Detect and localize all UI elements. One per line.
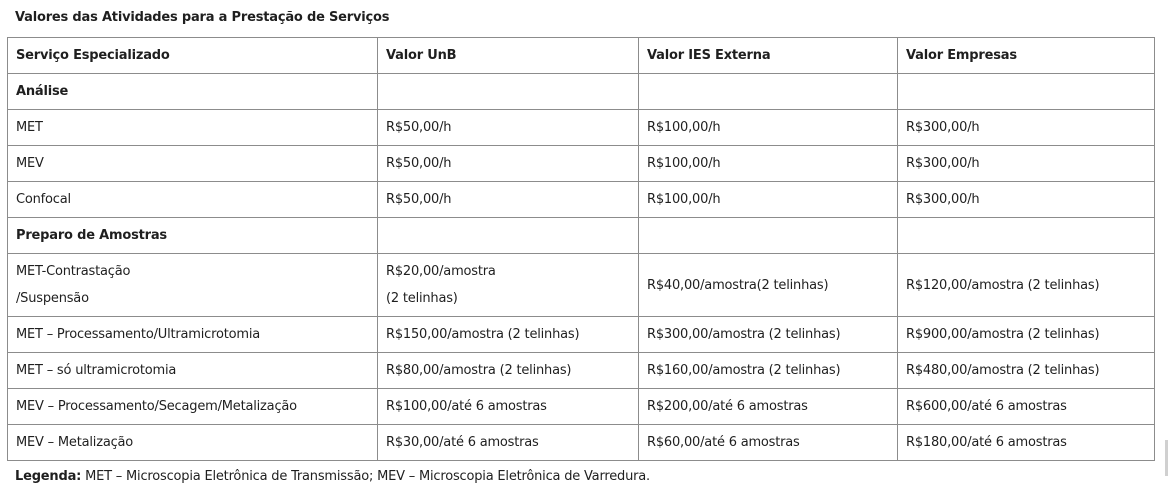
cell-unb: R$30,00/até 6 amostras [378,425,639,461]
cell-ies [639,218,898,254]
cell-service: MEV [8,146,378,182]
cell-service: MET [8,110,378,146]
cell-companies: R$180,00/até 6 amostras [898,425,1155,461]
table-row [8,254,1155,317]
cell-companies: R$300,00/h [898,182,1155,218]
cell-unb: R$50,00/h [378,182,639,218]
cell-ies: R$40,00/amostra(2 telinhas) [639,254,898,317]
cell-ies: R$300,00/amostra (2 telinhas) [639,317,898,353]
cell-ies: R$100,00/h [639,182,898,218]
table-header-row [8,38,1155,74]
table-row [8,146,1155,182]
cell-companies: R$300,00/h [898,146,1155,182]
cell-companies: R$600,00/até 6 amostras [898,389,1155,425]
prices-table-body [8,38,1155,461]
cell-ies: R$100,00/h [639,110,898,146]
cell-companies: R$900,00/amostra (2 telinhas) [898,317,1155,353]
legend-text: MET – Microscopia Eletrônica de Transmissão; MEV – Microscopia Eletrônica de Varredura. [85,469,650,484]
cell-line: R$20,00/amostra [386,264,496,279]
cell-unb [378,254,639,317]
section-row [8,74,1155,110]
table-row [8,389,1155,425]
cell-unb: R$100,00/até 6 amostras [378,389,639,425]
section-row [8,218,1155,254]
table-row [8,317,1155,353]
header-service: Serviço Especializado [8,38,378,74]
header-companies: Valor Empresas [898,38,1155,74]
cell-service: MET – só ultramicrotomia [8,353,378,389]
cell-companies: R$480,00/amostra (2 telinhas) [898,353,1155,389]
cell-ies: R$160,00/amostra (2 telinhas) [639,353,898,389]
cell-line: (2 telinhas) [386,291,458,306]
cell-service: Análise [8,74,378,110]
cell-ies: R$100,00/h [639,146,898,182]
cell-companies: R$300,00/h [898,110,1155,146]
cell-unb [378,218,639,254]
cell-unb [378,74,639,110]
legend-label: Legenda: [15,469,82,484]
cell-service: MET – Processamento/Ultramicrotomia [8,317,378,353]
table-row [8,110,1155,146]
cell-service: MEV – Processamento/Secagem/Metalização [8,389,378,425]
cell-unb: R$50,00/h [378,146,639,182]
cell-service: Preparo de Amostras [8,218,378,254]
cell-line: /Suspensão [16,291,89,306]
cell-unb: R$150,00/amostra (2 telinhas) [378,317,639,353]
cell-service: MEV – Metalização [8,425,378,461]
header-unb: Valor UnB [378,38,639,74]
cell-line: MET-Contrastação [16,264,131,279]
cell-ies: R$60,00/até 6 amostras [639,425,898,461]
table-row [8,425,1155,461]
cell-unb: R$80,00/amostra (2 telinhas) [378,353,639,389]
prices-table [7,37,1155,461]
cell-companies: R$120,00/amostra (2 telinhas) [898,254,1155,317]
header-ies: Valor IES Externa [639,38,898,74]
cell-companies [898,74,1155,110]
table-row [8,353,1155,389]
cell-unb: R$50,00/h [378,110,639,146]
page-title: Valores das Atividades para a Prestação de Serviços [15,10,390,25]
legend [15,469,650,484]
table-row [8,182,1155,218]
cell-service: Confocal [8,182,378,218]
cell-ies: R$200,00/até 6 amostras [639,389,898,425]
cell-ies [639,74,898,110]
cell-companies [898,218,1155,254]
cell-service [8,254,378,317]
